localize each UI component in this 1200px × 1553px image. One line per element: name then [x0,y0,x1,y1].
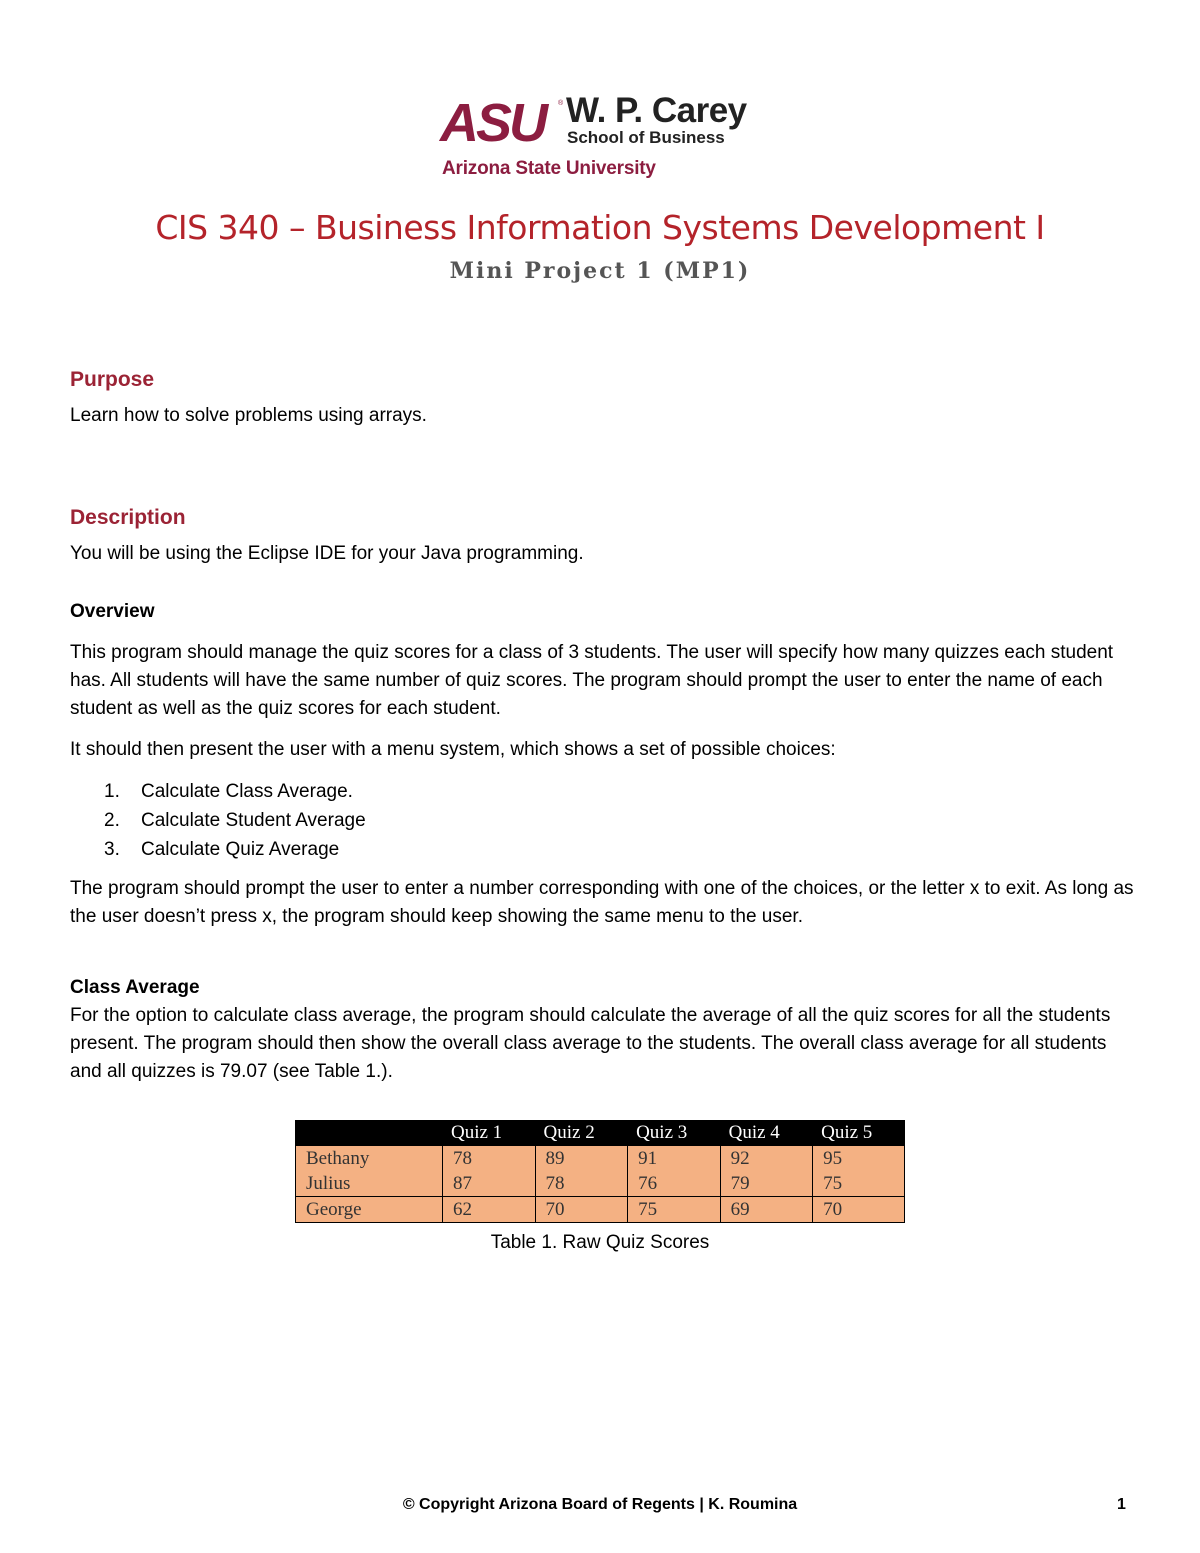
list-item-label: Calculate Quiz Average [141,839,340,860]
list-item-label: Calculate Student Average [141,810,366,831]
list-item-number: 2. [104,810,120,831]
purpose-text: Learn how to solve problems using arrays. [70,405,427,426]
table-cell: 78 [535,1171,628,1197]
class-average-text: For the option to calculate class average, the program should calculate the average of all the quiz scores for all the students present. The program should then show the overall class average to the students. The overall class average for all students and all quizzes is 79.07 (see Table 1.). [70,1005,1111,1082]
table-row [296,1197,905,1223]
table-cell: 70 [535,1197,628,1223]
menu-choices-list [104,777,366,864]
logo-wp-carey: W. P. Carey [566,91,747,130]
table-header-cell [296,1120,443,1146]
list-item [104,777,366,806]
table-cell: 69 [720,1197,813,1223]
asu-logo-mark: ASU [440,93,546,153]
list-item-number: 3. [104,839,120,860]
wp-carey-logo [440,92,770,184]
page-number: 1 [1117,1496,1126,1513]
table-cell: George [296,1197,443,1223]
table-cell: 75 [813,1171,905,1197]
logo-school: School of Business [567,128,725,147]
table-header-cell: Quiz 2 [535,1120,628,1146]
table-cell: 76 [628,1171,721,1197]
table-header-row [296,1120,905,1146]
overview-heading: Overview [70,601,155,622]
page-subtitle: Mini Project 1 (MP1) [449,258,751,284]
list-item-label: Calculate Class Average. [141,781,353,802]
table-cell: 87 [443,1171,536,1197]
trademark-mark: ® [558,100,564,107]
table-header-cell: Quiz 4 [720,1120,813,1146]
footer-copyright: © Copyright Arizona Board of Regents | K. Roumina [402,1496,798,1513]
table-row [296,1171,905,1197]
table-cell: Bethany [296,1146,443,1171]
quiz-scores-table [295,1120,905,1223]
overview-paragraph-3: The program should prompt the user to enter a number corresponding with one of the choices, or the letter x to exit. As long as the user doesn’t press x, the program should keep showing the same menu to the user. [70,878,1134,927]
table-cell: 78 [443,1146,536,1171]
table-header-cell: Quiz 5 [813,1120,905,1146]
purpose-heading: Purpose [70,368,155,391]
table-row [296,1146,905,1171]
logo-university: Arizona State University [442,158,656,179]
list-item-number: 1. [104,781,120,802]
table-header-cell: Quiz 1 [443,1120,536,1146]
page-title: CIS 340 – Business Information Systems Development I [155,208,1045,247]
description-heading: Description [70,506,186,529]
table-cell: 75 [628,1197,721,1223]
table-cell: 95 [813,1146,905,1171]
table-header-cell: Quiz 3 [628,1120,721,1146]
description-text: You will be using the Eclipse IDE for your Java programming. [70,543,584,564]
overview-paragraph-2: It should then present the user with a menu system, which shows a set of possible choices: [70,739,836,760]
table-cell: 79 [720,1171,813,1197]
table-cell: 91 [628,1146,721,1171]
class-average-heading: Class Average [70,977,200,998]
overview-paragraph-1: This program should manage the quiz scores for a class of 3 students. The user will specify how many quizzes each student has. All students will have the same number of quiz scores. The program should prompt the user to enter the name of each student as well as the quiz scores for each student. [70,642,1114,719]
table-cell: Julius [296,1171,443,1197]
table-cell: 89 [535,1146,628,1171]
table-cell: 70 [813,1197,905,1223]
table-cell: 92 [720,1146,813,1171]
table-cell: 62 [443,1197,536,1223]
list-item [104,835,366,864]
list-item [104,806,366,835]
table-caption: Table 1. Raw Quiz Scores [490,1232,710,1253]
